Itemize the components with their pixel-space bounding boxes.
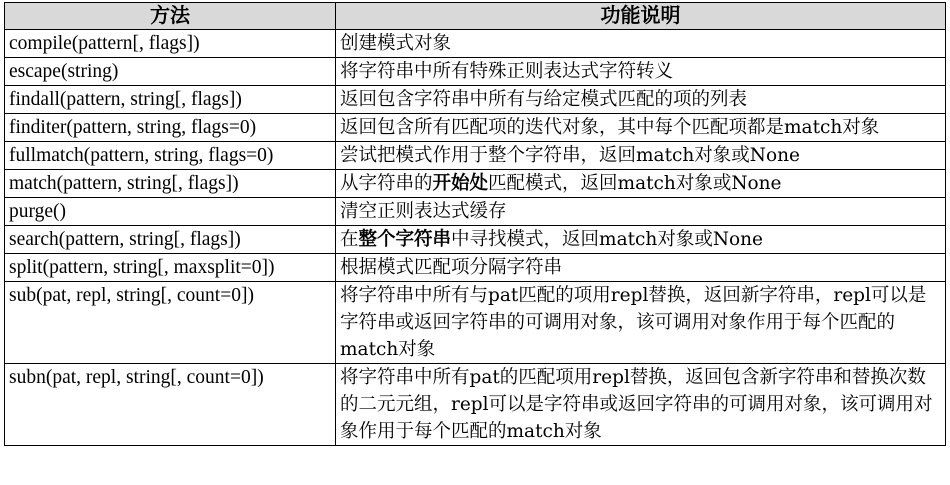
description-emphasis: 开始处 bbox=[432, 173, 489, 194]
description-cell bbox=[336, 170, 946, 198]
description-text: 中寻找模式，返回match对象或None bbox=[451, 229, 764, 250]
description-cell: 根据模式匹配项分隔字符串 bbox=[336, 254, 946, 282]
description-cell: 清空正则表达式缓存 bbox=[336, 198, 946, 226]
table-row bbox=[5, 114, 946, 142]
description-text: 匹配模式，返回match对象或None bbox=[488, 173, 782, 194]
table-row bbox=[5, 170, 946, 198]
method-cell: search(pattern, string[, flags]) bbox=[5, 226, 336, 254]
description-text: 从字符串的 bbox=[340, 173, 433, 194]
table-row bbox=[5, 198, 946, 226]
description-cell: 返回包含所有匹配项的迭代对象，其中每个匹配项都是match对象 bbox=[336, 114, 946, 142]
table-row bbox=[5, 254, 946, 282]
method-cell: finditer(pattern, string, flags=0) bbox=[5, 114, 336, 142]
description-cell: 尝试把模式作用于整个字符串，返回match对象或None bbox=[336, 142, 946, 170]
description-cell: 将字符串中所有pat的匹配项用repl替换，返回包含新字符串和替换次数的二元元组，repl可以是字符串或返回字符串的可调用对象，该可调用对象作用于每个匹配的match对象 bbox=[336, 364, 946, 446]
re-functions-table bbox=[4, 2, 946, 446]
description-cell bbox=[336, 226, 946, 254]
method-cell: sub(pat, repl, string[, count=0]) bbox=[5, 282, 336, 364]
description-emphasis: 整个字符串 bbox=[358, 229, 452, 250]
method-cell: match(pattern, string[, flags]) bbox=[5, 170, 336, 198]
table-row bbox=[5, 86, 946, 114]
method-cell: split(pattern, string[, maxsplit=0]) bbox=[5, 254, 336, 282]
table-row bbox=[5, 226, 946, 254]
method-cell: escape(string) bbox=[5, 58, 336, 86]
method-cell: subn(pat, repl, string[, count=0]) bbox=[5, 364, 336, 446]
method-cell: fullmatch(pattern, string, flags=0) bbox=[5, 142, 336, 170]
table-row bbox=[5, 142, 946, 170]
header-method: 方法 bbox=[5, 3, 336, 30]
table-row bbox=[5, 58, 946, 86]
table-row bbox=[5, 364, 946, 446]
description-cell: 创建模式对象 bbox=[336, 30, 946, 58]
method-cell: purge() bbox=[5, 198, 336, 226]
table-row bbox=[5, 30, 946, 58]
method-cell: findall(pattern, string[, flags]) bbox=[5, 86, 336, 114]
description-text: 在 bbox=[340, 229, 359, 250]
description-cell: 返回包含字符串中所有与给定模式匹配的项的列表 bbox=[336, 86, 946, 114]
description-cell: 将字符串中所有与pat匹配的项用repl替换，返回新字符串，repl可以是字符串或返回字符串的可调用对象，该可调用对象作用于每个匹配的match对象 bbox=[336, 282, 946, 364]
method-cell: compile(pattern[, flags]) bbox=[5, 30, 336, 58]
description-cell: 将字符串中所有特殊正则表达式字符转义 bbox=[336, 58, 946, 86]
header-description: 功能说明 bbox=[336, 3, 946, 30]
table-header-row bbox=[5, 3, 946, 30]
table-row bbox=[5, 282, 946, 364]
